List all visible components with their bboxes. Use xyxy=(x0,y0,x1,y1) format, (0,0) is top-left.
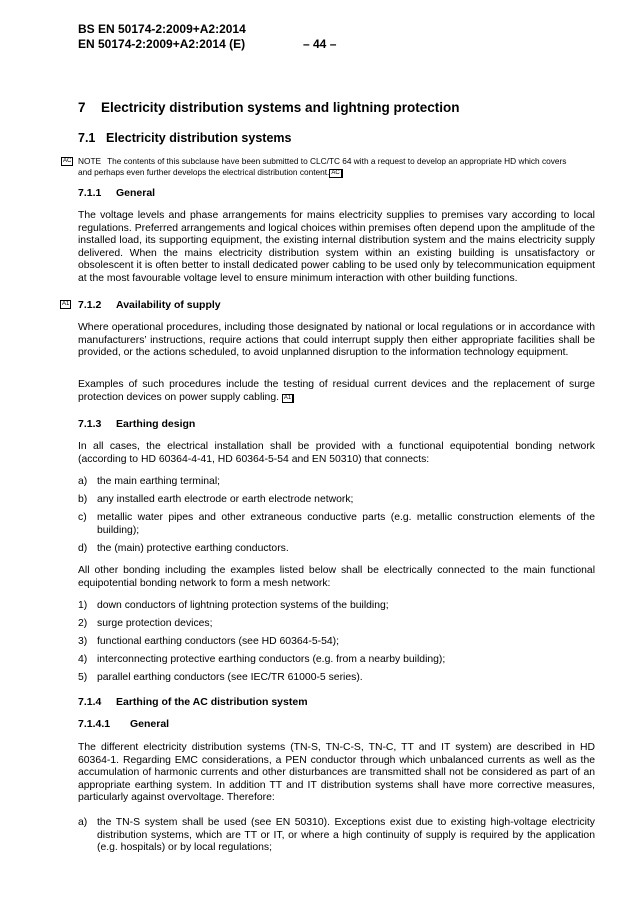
list-marker: 5) xyxy=(78,671,88,683)
paragraph-text: Examples of such procedures include the testing of residual current devices and the replacement of surge protection devices on power supply cabling. xyxy=(78,379,595,403)
ac-end-marker: AC xyxy=(329,169,342,178)
heading-7-1-1 xyxy=(78,187,155,199)
heading-title: General xyxy=(130,718,170,730)
list-text: the TN-S system shall be used (see EN 50310). Exceptions exist due to existing high-voltage electricity distribution systems, which are TT or IT, or where a high continuity of supply is required by the application (e.g. hospitals) or by local regulations; xyxy=(97,817,595,854)
list-marker: 3) xyxy=(78,635,88,647)
list-item xyxy=(78,543,595,556)
heading-number: 7.1 xyxy=(78,131,96,145)
note-label: NOTE xyxy=(78,156,102,166)
heading-number: 7.1.4.1 xyxy=(78,718,111,730)
heading-7-1-3 xyxy=(78,418,195,430)
list-marker: 4) xyxy=(78,653,88,665)
paragraph-7-1-2-b xyxy=(78,379,595,404)
paragraph-7-1-4-1: The different electricity distribution systems (TN-S, TN-C-S, TN-C, TT and IT system) are described in HD 60364-1. Regarding EMC considerations, a PEN conductor through which unbalanced currents as well as the accumulation of harmonic currents and other disturbances are transmitted shall not be considered as part of an appropriate earthing system. In addition TT and IT distribution systems shall have more corrective measures, particularly against overvoltage. Therefore: xyxy=(78,742,595,804)
a1-end-marker: A1 xyxy=(282,394,294,403)
standard-id-bs: BS EN 50174-2:2009+A2:2014 xyxy=(78,22,246,36)
heading-7-1-4-1 xyxy=(78,718,169,730)
heading-number: 7 xyxy=(78,100,86,115)
list-item xyxy=(78,636,595,649)
list-item xyxy=(78,512,595,537)
list-text: the main earthing terminal; xyxy=(97,476,221,487)
heading-section-7-1 xyxy=(78,131,291,145)
distribution-system-list xyxy=(78,817,595,855)
list-marker: a) xyxy=(78,817,88,828)
heading-title: Earthing design xyxy=(116,418,196,430)
heading-title: Earthing of the AC distribution system xyxy=(116,696,308,708)
list-text: surge protection devices; xyxy=(97,617,213,629)
heading-section-7 xyxy=(78,100,460,115)
list-item xyxy=(78,618,595,631)
paragraph-7-1-3-a: In all cases, the electrical installation shall be provided with a functional equipotential bonding network (according to HD 60364-4-41, HD 60364-5-54 and EN 50310) that connects: xyxy=(78,441,595,465)
paragraph-7-1-3-b: All other bonding including the examples listed below shall be electrically connected to the main functional equipotential bonding network to form a mesh network: xyxy=(78,565,595,589)
page-number: – 44 – xyxy=(303,37,337,51)
list-item xyxy=(78,817,595,855)
list-text: metallic water pipes and other extraneous conductive parts (e.g. metallic construction elements of the building); xyxy=(97,511,595,536)
bonding-list xyxy=(78,476,595,555)
list-text: the (main) protective earthing conductors. xyxy=(97,542,289,554)
list-marker: 1) xyxy=(78,600,88,611)
heading-title: Electricity distribution systems xyxy=(106,131,292,145)
heading-number: 7.1.1 xyxy=(78,187,102,199)
heading-7-1-2 xyxy=(62,299,221,311)
paragraph-7-1-1: The voltage levels and phase arrangements for mains electricity supplies to premises vary according to local regulations. Preferred arrangements and logical choices within premises often depend upon the amplitude of the installed load, its supporting equipment, the existing internal distribution system and the mains electricity supply delivered. When the mains electricity distribution system within an existing building is unsatisfactory or obsolescent it is often better to install dedicated power cabling to be used only by telecommunication equipment at the most favourable voltage level to ensure minimum interaction with other building functions. xyxy=(78,210,595,284)
mesh-bonding-list xyxy=(78,600,595,685)
heading-title: Electricity distribution systems and lightning protection xyxy=(101,100,460,115)
list-item xyxy=(78,476,595,489)
list-text: interconnecting protective earthing conductors (e.g. from a nearby building); xyxy=(97,653,446,665)
heading-title: General xyxy=(116,187,156,199)
list-item xyxy=(78,654,595,667)
paragraph-7-1-2-a: Where operational procedures, including those designated by national or local regulations or in accordance with manufacturers’ instructions, require actions that could interrupt supply then either appropriate facilities shall be provided, or the actions scheduled, to avoid unplanned disruption to the information technology equipment. xyxy=(78,322,595,359)
list-text: any installed earth electrode or earth electrode network; xyxy=(97,493,354,505)
standard-id-en: EN 50174-2:2009+A2:2014 (E) xyxy=(78,37,246,51)
note-block xyxy=(63,156,595,178)
list-marker: 2) xyxy=(78,617,88,629)
list-text: down conductors of lightning protection systems of the building; xyxy=(97,600,389,611)
list-marker: d) xyxy=(78,542,88,554)
list-marker: b) xyxy=(78,493,88,505)
heading-number: 7.1.3 xyxy=(78,418,102,430)
list-item xyxy=(78,672,595,685)
list-text: functional earthing conductors (see HD 60364-5-54); xyxy=(97,635,340,647)
a1-start-marker: A1 xyxy=(62,301,70,307)
list-marker: a) xyxy=(78,476,88,487)
note-text-continued: and perhaps even further develops the electrical distribution content. xyxy=(78,166,330,177)
heading-number: 7.1.4 xyxy=(78,696,102,708)
heading-title: Availability of supply xyxy=(116,299,221,311)
page-header xyxy=(78,22,246,52)
list-text: parallel earthing conductors (see IEC/TR 61000-5 series). xyxy=(97,671,363,683)
list-item xyxy=(78,600,595,613)
heading-7-1-4 xyxy=(78,696,308,708)
ac-start-marker: AC xyxy=(63,158,72,164)
list-marker: c) xyxy=(78,511,87,523)
list-item xyxy=(78,494,595,507)
note-text: The contents of this subclause have been submitted to CLC/TC 64 with a request to develop an appropriate HD which covers xyxy=(107,156,567,166)
heading-number: 7.1.2 xyxy=(78,299,102,311)
